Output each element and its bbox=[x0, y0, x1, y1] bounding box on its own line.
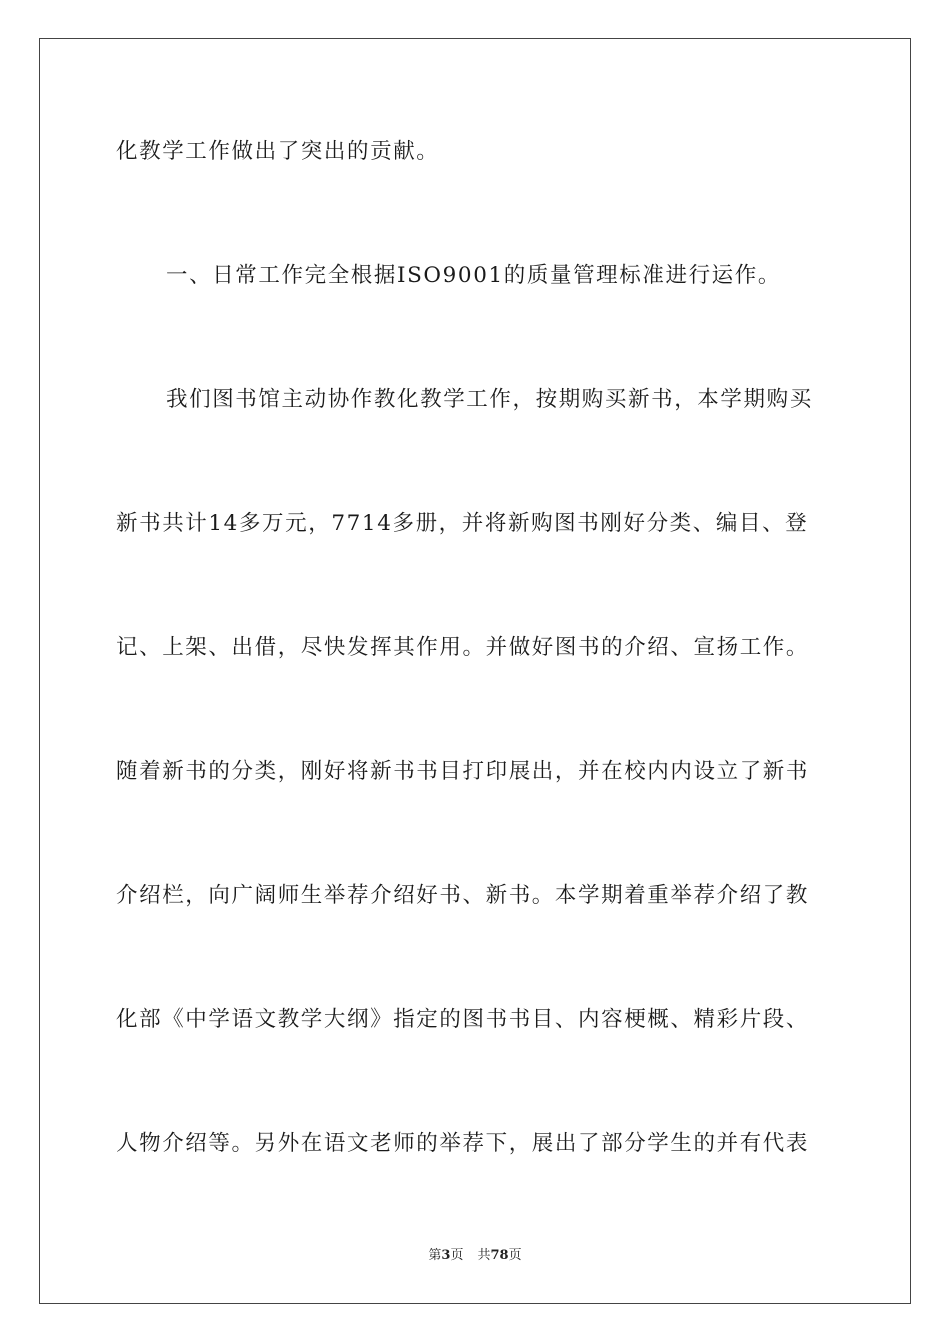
text-line-5: 记、上架、出借，尽快发挥其作用。并做好图书的介绍、宣扬工作。 bbox=[116, 635, 810, 660]
section-heading: 一、日常工作完全根据ISO9001的质量管理标准进行运作。 bbox=[166, 263, 781, 288]
page-suffix: 页 bbox=[450, 1248, 464, 1263]
text-line-4: 新书共计14多万元，7714多册，并将新购图书刚好分类、编目、登 bbox=[116, 511, 809, 536]
total-prefix: 共 bbox=[477, 1248, 491, 1263]
text-line-6: 随着新书的分类，刚好将新书书目打印展出，并在校内内设立了新书 bbox=[116, 759, 810, 784]
page-border bbox=[39, 38, 911, 1304]
page-footer bbox=[0, 1247, 950, 1265]
text-line-9: 人物介绍等。另外在语文老师的举荐下，展出了部分学生的并有代表 bbox=[116, 1131, 810, 1156]
page-total: 78 bbox=[490, 1248, 509, 1263]
text-line-1: 化教学工作做出了突出的贡献。 bbox=[116, 139, 440, 164]
page-current: 3 bbox=[441, 1248, 451, 1263]
text-line-8: 化部《中学语文教学大纲》指定的图书书目、内容梗概、精彩片段、 bbox=[116, 1007, 810, 1032]
text-line-7: 介绍栏，向广阔师生举荐介绍好书、新书。本学期着重举荐介绍了教 bbox=[116, 883, 810, 908]
total-suffix: 页 bbox=[508, 1248, 522, 1263]
text-line-3: 我们图书馆主动协作教化教学工作，按期购买新书，本学期购买 bbox=[166, 387, 813, 412]
page-prefix: 第 bbox=[428, 1248, 442, 1263]
